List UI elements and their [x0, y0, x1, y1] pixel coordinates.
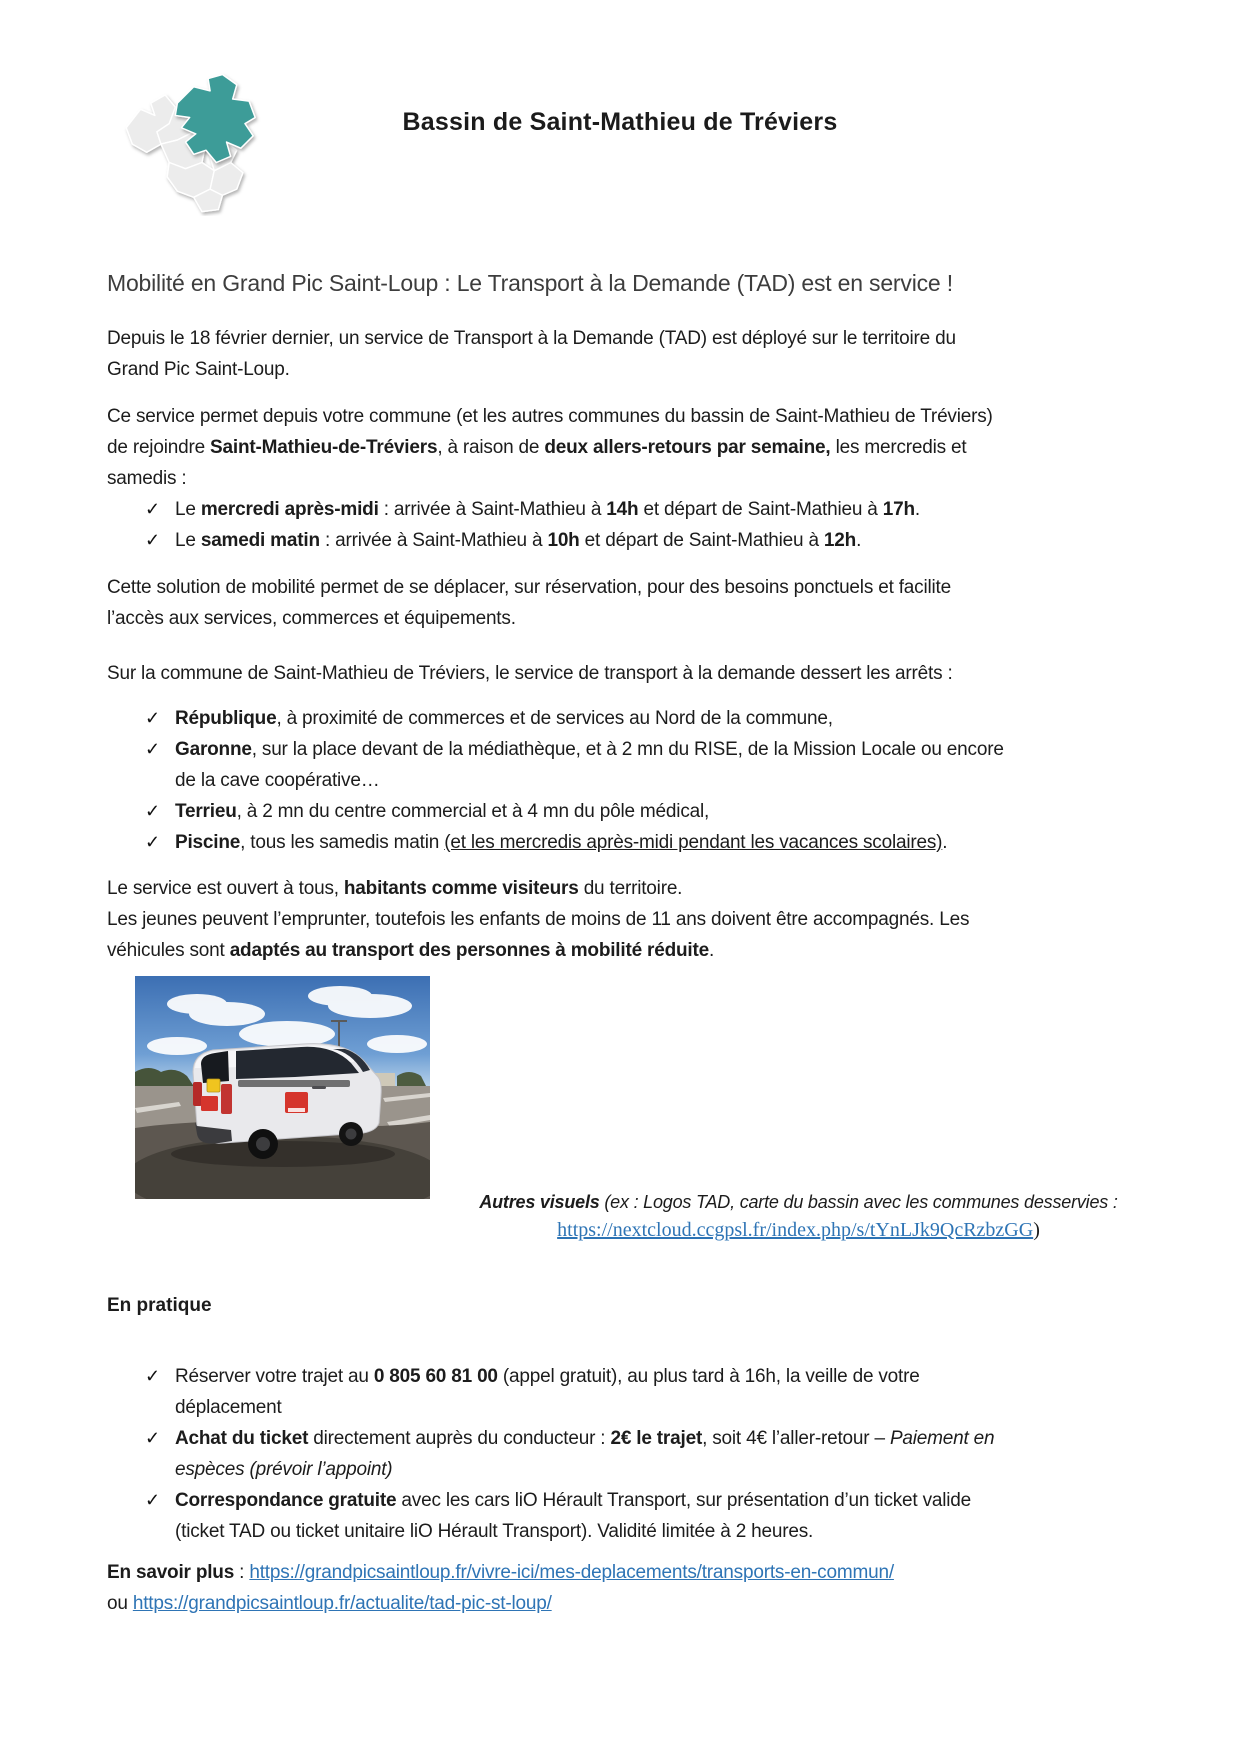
text-segment: .	[914, 499, 920, 520]
text-segment: (ticket TAD ou ticket unitaire liO Hérault Transport). Validité limitée à 2 heures.	[175, 1521, 814, 1542]
list-item-ticket	[107, 1423, 1137, 1485]
checkmark-icon: ✓	[145, 499, 160, 519]
checkmark-icon: ✓	[145, 1366, 160, 1386]
text-segment: 14h	[606, 499, 639, 520]
map-logo-graphic	[116, 64, 292, 216]
text-segment: , sur la place devant de la médiathèque, et à 2 mn du RISE, de la Mission Locale ou encore	[251, 739, 1004, 760]
paragraph-stops-intro	[107, 658, 1137, 689]
text-segment: directement auprès du conducteur :	[308, 1428, 611, 1449]
article-heading: Mobilité en Grand Pic Saint-Loup : Le Transport à la Demande (TAD) est en service !	[107, 270, 953, 296]
list-item-text	[175, 832, 947, 853]
text-segment: Le	[175, 499, 201, 520]
text-segment: Correspondance gratuite	[175, 1490, 397, 1511]
list-item-terrieu	[107, 796, 1137, 827]
actualite-tad-link[interactable]: https://grandpicsaintloup.fr/actualite/tad-pic-st-loup/	[132, 1593, 552, 1614]
text-segment: , soit 4€ l’aller-retour –	[702, 1428, 890, 1449]
list-item-republique	[107, 703, 1137, 734]
text-segment: (et les mercredis après-midi pendant les vacances scolaires)	[444, 832, 943, 853]
list-item-correspondance	[107, 1485, 1137, 1547]
more-info-separator: :	[234, 1562, 250, 1583]
list-item-piscine	[107, 827, 1137, 858]
stops-list	[107, 703, 1137, 858]
page-title: Bassin de Saint-Mathieu de Tréviers	[402, 108, 838, 136]
text-segment: Réserver votre trajet au	[175, 1366, 374, 1387]
text-segment: Depuis le 18 février dernier, un service de Transport à la Demande (TAD) est déployé sur le territoire du	[107, 328, 956, 349]
list-item-saturday	[107, 525, 1137, 556]
text-segment: mercredi après-midi	[200, 499, 379, 520]
list-item-text	[175, 1428, 994, 1480]
text-segment: 17h	[882, 499, 915, 520]
text-segment: .	[942, 832, 948, 853]
text-segment: Garonne	[175, 739, 252, 760]
text-segment: 2€ le trajet	[610, 1428, 703, 1449]
nextcloud-link[interactable]: https://nextcloud.ccgpsl.fr/index.php/s/tYnLJk9QcRzbzGG	[557, 1219, 1034, 1241]
checkmark-icon: ✓	[145, 739, 160, 759]
text-segment: République	[175, 708, 277, 729]
text-segment: Saint-Mathieu-de-Tréviers	[210, 437, 438, 458]
text-segment: , à proximité de commerces et de services au Nord de la commune,	[276, 708, 833, 729]
photo-row	[135, 976, 1137, 1241]
text-segment: (ex : Logos TAD, carte du bassin avec les communes desservies :	[604, 1192, 1118, 1212]
caption-suffix: )	[1033, 1219, 1040, 1241]
list-item-text	[175, 739, 1004, 791]
paragraph-intro	[107, 323, 1137, 385]
text-segment: espèces (prévoir l’appoint)	[175, 1459, 393, 1480]
list-item-text	[175, 1490, 971, 1542]
text-segment: véhicules sont	[107, 940, 230, 961]
text-segment: et départ de Saint-Mathieu à	[579, 530, 824, 551]
text-segment: Achat du ticket	[175, 1428, 309, 1449]
text-segment: Autres visuels	[479, 1192, 605, 1212]
list-item-text	[175, 530, 861, 551]
more-info	[107, 1557, 1137, 1619]
text-segment: Cette solution de mobilité permet de se déplacer, sur réservation, pour des besoins ponctuels et facilite	[107, 577, 951, 598]
text-segment: de rejoindre	[107, 437, 211, 458]
list-item-text	[175, 708, 833, 729]
paragraph-open-to-all	[107, 873, 1137, 966]
more-info-ou: ou	[107, 1593, 133, 1614]
schedule-list	[107, 494, 1137, 556]
list-item-text	[175, 801, 709, 822]
checkmark-icon: ✓	[145, 832, 160, 852]
van-photo	[135, 976, 430, 1199]
text-segment: Paiement en	[889, 1428, 995, 1449]
checkmark-icon: ✓	[145, 1490, 160, 1510]
checkmark-icon: ✓	[145, 708, 160, 728]
list-item-garonne	[107, 734, 1137, 796]
text-segment: 12h	[823, 530, 857, 551]
text-segment: , tous les samedis matin	[240, 832, 445, 853]
text-segment: du territoire.	[578, 878, 683, 899]
checkmark-icon: ✓	[145, 1428, 160, 1448]
section-heading-en-pratique: En pratique	[107, 1295, 212, 1316]
text-segment: avec les cars liO Hérault Transport, sur présentation d’un ticket valide	[396, 1490, 972, 1511]
text-segment: l’accès aux services, commerces et équipements.	[107, 608, 516, 629]
text-segment: : arrivée à Saint-Mathieu à	[378, 499, 607, 520]
text-segment: .	[856, 530, 862, 551]
caption-link-line	[460, 1215, 1137, 1245]
paragraph-solution	[107, 572, 1137, 634]
list-item-text	[175, 1366, 920, 1418]
text-segment: deux allers-retours par semaine,	[544, 437, 831, 458]
text-segment: habitants comme visiteurs	[343, 878, 579, 899]
list-item-wednesday	[107, 494, 1137, 525]
van-shadow	[171, 1141, 395, 1167]
caption-text	[460, 1189, 1137, 1215]
text-segment: de la cave coopérative…	[175, 770, 380, 791]
practice-list	[107, 1361, 1137, 1547]
text-segment: déplacement	[175, 1397, 282, 1418]
transports-en-commun-link[interactable]: https://grandpicsaintloup.fr/vivre-ici/mes-deplacements/transports-en-commun/	[249, 1562, 894, 1583]
text-segment: Le service est ouvert à tous,	[107, 878, 344, 899]
text-segment: et départ de Saint-Mathieu à	[638, 499, 883, 520]
text-segment: , à raison de	[437, 437, 545, 458]
text-segment: Piscine	[175, 832, 241, 853]
text-segment: samedi matin	[200, 530, 320, 551]
list-item-reservation	[107, 1361, 1137, 1423]
text-segment: samedis :	[107, 468, 187, 489]
text-segment: 10h	[547, 530, 580, 551]
paragraph-service	[107, 401, 1137, 494]
document-body	[107, 250, 1137, 1619]
text-segment: Ce service permet depuis votre commune (et les autres communes du bassin de Saint-Mathieu de Tréviers)	[107, 406, 993, 427]
text-segment: les mercredis et	[830, 437, 967, 458]
text-segment: Terrieu	[175, 801, 237, 822]
territory-map-logo	[116, 64, 292, 216]
text-segment: Grand Pic Saint-Loup.	[107, 359, 290, 380]
text-segment: 0 805 60 81 00	[373, 1366, 498, 1387]
text-segment: adaptés au transport des personnes à mobilité réduite	[229, 940, 709, 961]
photo-caption	[430, 1189, 1137, 1245]
more-info-label: En savoir plus	[107, 1562, 235, 1583]
checkmark-icon: ✓	[145, 530, 160, 550]
checkmark-icon: ✓	[145, 801, 160, 821]
list-item-text	[175, 499, 920, 520]
text-segment: Les jeunes peuvent l’emprunter, toutefois les enfants de moins de 11 ans doivent être accompagnés. Les	[107, 909, 970, 930]
text-segment: (appel gratuit), au plus tard à 16h, la veille de votre	[497, 1366, 920, 1387]
text-segment: Le	[175, 530, 201, 551]
text-segment: : arrivée à Saint-Mathieu à	[319, 530, 548, 551]
text-segment: , à 2 mn du centre commercial et à 4 mn du pôle médical,	[236, 801, 710, 822]
text-segment: .	[709, 940, 715, 961]
text-segment: Sur la commune de Saint-Mathieu de Tréviers, le service de transport à la demande dessert les arrêts :	[107, 663, 953, 684]
